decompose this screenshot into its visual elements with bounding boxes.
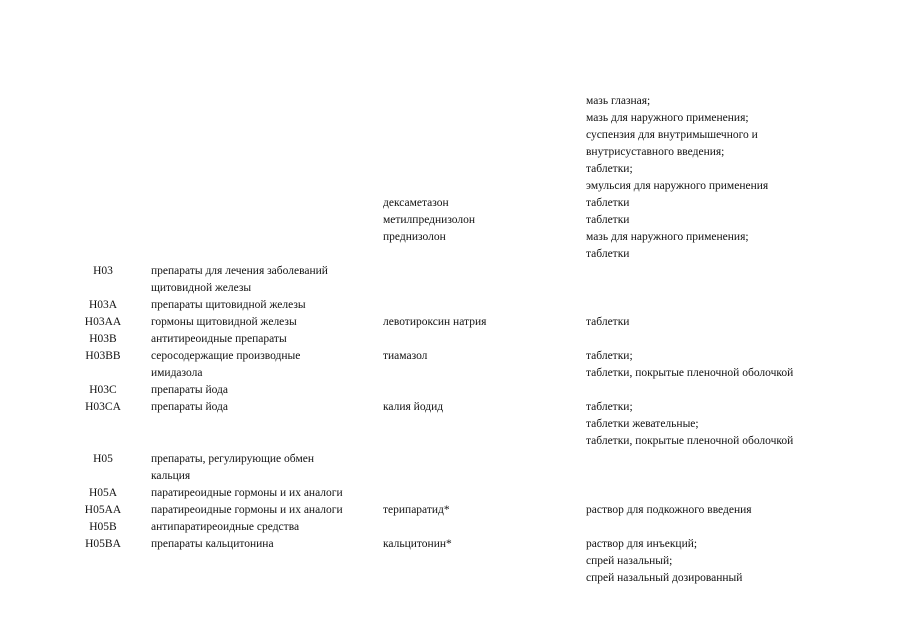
drug-name: преднизолон	[383, 231, 446, 243]
drug-name: калия йодид	[383, 401, 444, 413]
atc-code: H05AA	[84, 504, 122, 516]
table-row	[0, 450, 905, 468]
dosage-form: таблетки	[586, 316, 630, 328]
table-row	[0, 381, 905, 399]
dosage-form: эмульсия для наружного применения	[586, 180, 769, 192]
group-name: антитиреоидные препараты	[151, 333, 287, 345]
dosage-form: мазь для наружного применения;	[586, 112, 749, 124]
table-row	[0, 501, 905, 519]
dosage-form: суспензия для внутримышечного и	[586, 129, 758, 141]
atc-code: H03	[93, 265, 113, 277]
dosage-form: таблетки	[586, 197, 630, 209]
table-row	[0, 432, 905, 450]
atc-code: H05BA	[85, 538, 121, 550]
table-row	[0, 177, 905, 195]
table-row	[0, 245, 905, 263]
group-name: серосодержащие производные	[151, 350, 301, 362]
dosage-form: таблетки;	[586, 350, 633, 362]
group-name: препараты кальцитонина	[151, 538, 274, 550]
group-name: препараты йода	[151, 401, 228, 413]
table-row	[0, 143, 905, 161]
group-name: паратиреоидные гормоны и их аналоги	[151, 504, 343, 516]
group-name: препараты щитовидной железы	[151, 299, 306, 311]
table-row	[0, 347, 905, 365]
dosage-form: таблетки жевательные;	[586, 418, 699, 430]
table-row	[0, 109, 905, 127]
dosage-form: раствор для подкожного введения	[586, 504, 752, 516]
drug-name: кальцитонин*	[383, 538, 452, 550]
atc-code: H03A	[88, 299, 118, 311]
group-name: препараты, регулирующие обмен	[151, 453, 314, 465]
dosage-form: таблетки;	[586, 163, 633, 175]
table-row	[0, 211, 905, 229]
table-row	[0, 398, 905, 416]
group-name: препараты йода	[151, 384, 228, 396]
drug-name: метилпреднизолон	[383, 214, 476, 226]
table-row	[0, 415, 905, 433]
table-row	[0, 484, 905, 502]
dosage-form: внутрисуставного введения;	[586, 146, 725, 158]
dosage-form: мазь для наружного применения;	[586, 231, 749, 243]
group-name: антипаратиреоидные средства	[151, 521, 300, 533]
table-row	[0, 364, 905, 382]
dosage-form: таблетки, покрытые пленочной оболочкой	[586, 435, 794, 447]
group-name: кальция	[151, 470, 191, 482]
table-row	[0, 535, 905, 553]
group-name: препараты для лечения заболеваний	[151, 265, 328, 277]
dosage-form: спрей назальный дозированный	[586, 572, 743, 584]
table-row	[0, 330, 905, 348]
group-name: щитовидной железы	[151, 282, 252, 294]
drug-name: тиамазол	[383, 350, 428, 362]
table-row	[0, 467, 905, 485]
atc-code: H05B	[89, 521, 117, 533]
table-row	[0, 194, 905, 212]
drug-name: дексаметазон	[383, 197, 449, 209]
table-row	[0, 160, 905, 178]
atc-code: H03AA	[84, 316, 122, 328]
table-row	[0, 518, 905, 536]
table-row	[0, 296, 905, 314]
dosage-form: таблетки, покрытые пленочной оболочкой	[586, 367, 794, 379]
atc-code: H03C	[89, 384, 117, 396]
atc-code: H03CA	[85, 401, 121, 413]
table-row	[0, 569, 905, 587]
atc-code: H05	[93, 453, 113, 465]
dosage-form: таблетки;	[586, 401, 633, 413]
table-row	[0, 313, 905, 331]
atc-code: H05A	[88, 487, 118, 499]
group-name: паратиреоидные гормоны и их аналоги	[151, 487, 343, 499]
dosage-form: таблетки	[586, 214, 630, 226]
table-row	[0, 92, 905, 110]
dosage-form: раствор для инъекций;	[586, 538, 698, 550]
drug-name: левотироксин натрия	[383, 316, 487, 328]
table-row	[0, 126, 905, 144]
table-row	[0, 552, 905, 570]
table-row	[0, 228, 905, 246]
atc-code: H03B	[89, 333, 117, 345]
drug-name: терипаратид*	[383, 504, 450, 516]
table-row	[0, 262, 905, 280]
atc-code: H03BB	[85, 350, 121, 362]
dosage-form: мазь глазная;	[586, 95, 651, 107]
group-name: имидазола	[151, 367, 203, 379]
table-row	[0, 279, 905, 297]
dosage-form: спрей назальный;	[586, 555, 673, 567]
group-name: гормоны щитовидной железы	[151, 316, 297, 328]
dosage-form: таблетки	[586, 248, 630, 260]
